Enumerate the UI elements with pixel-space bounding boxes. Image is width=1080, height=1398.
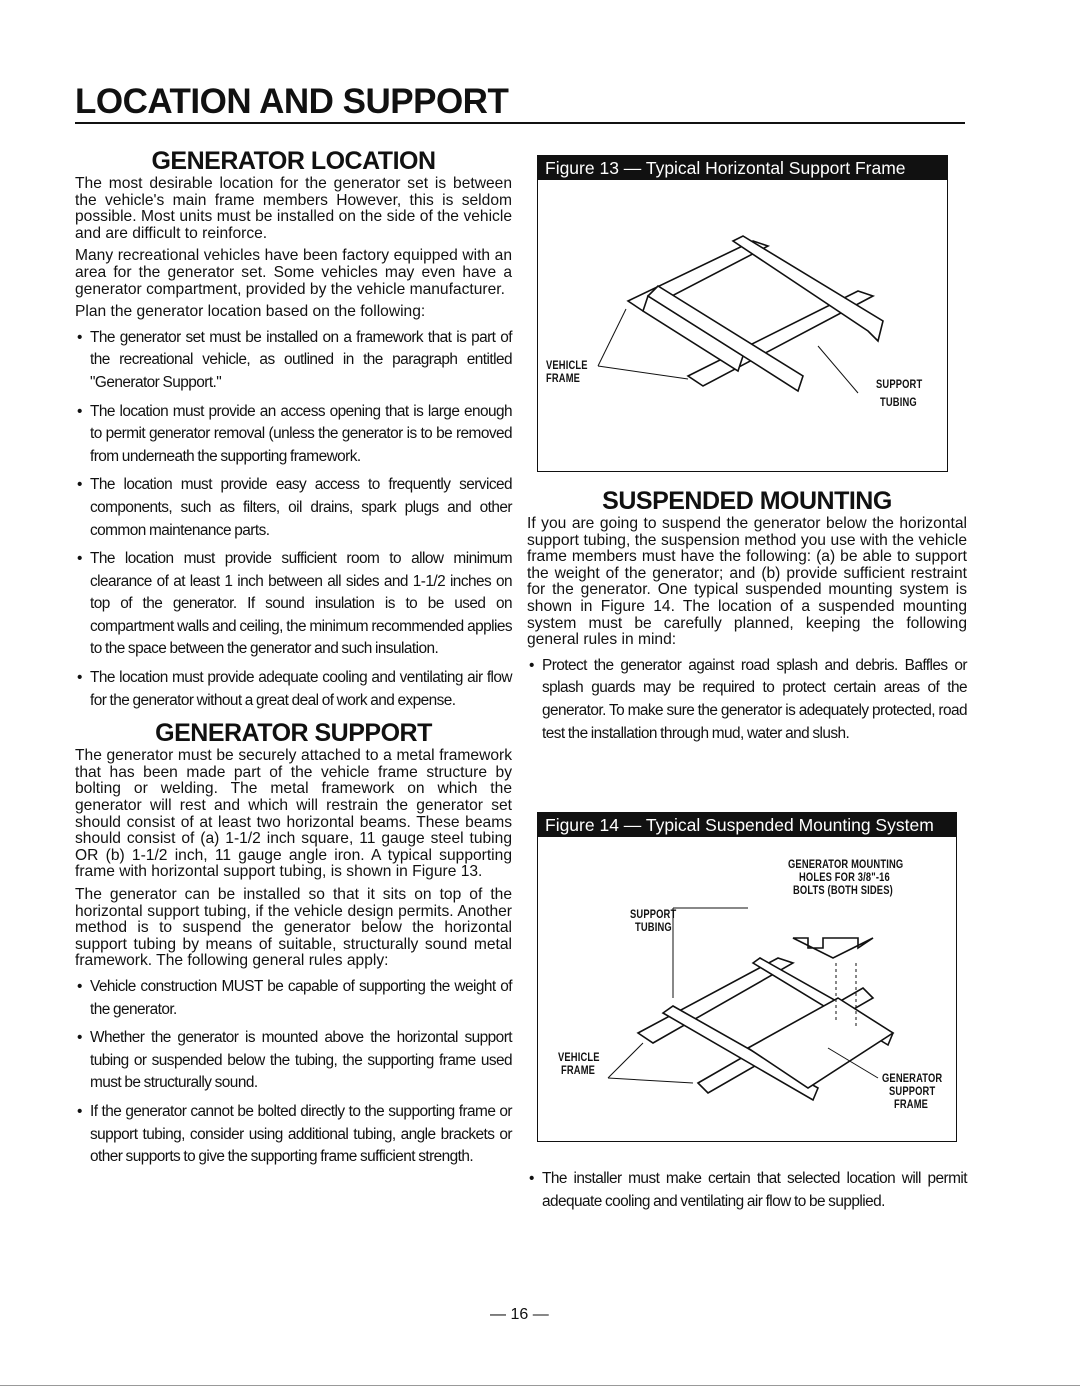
label-gen-support: SUPPORT — [889, 1084, 936, 1098]
list-item: • If the generator cannot be bolted directly to the supporting frame or support tubing, consider using additional tubing, angle brackets or other supports to give the supporting frame sufficient strength. — [75, 1101, 512, 1169]
suspended-bullets-after — [527, 1168, 967, 1213]
left-column — [75, 146, 512, 1175]
label-holes-2: HOLES FOR 3/8"-16 — [799, 870, 890, 884]
suspended-mounting-heading: SUSPENDED MOUNTING — [602, 487, 892, 515]
scan-edge-line — [0, 1385, 1080, 1386]
title-rule — [75, 122, 965, 124]
support-bullets — [75, 976, 512, 1169]
right-column — [527, 486, 967, 751]
page-number: — 16 — — [490, 1306, 549, 1323]
label-tubing: TUBING — [635, 920, 672, 934]
label-frame: FRAME — [546, 371, 581, 385]
paragraph: The most desirable location for the generator set is between the vehicle's main frame members However, this is seldom possible. Most units must be installed on the side of the vehicle and are difficult to reinforce. — [75, 175, 512, 242]
paragraph: Many recreational vehicles have been factory equipped with an area for the generator set. Some vehicles may even have a generator compartment, provided by the vehicle manufacturer. — [75, 247, 512, 298]
list-item: • The location must provide adequate cooling and ventilating air flow for the generator without a great deal of work and expense. — [75, 667, 512, 712]
label-tubing: TUBING — [880, 395, 917, 409]
label-holes-1: GENERATOR MOUNTING — [788, 857, 904, 871]
horizontal-support-frame-illustration — [538, 181, 947, 471]
list-item: • Protect the generator against road splash and debris. Baffles or splash guards may be required to protect certain areas of the generator. To make sure the generator is adequately protected, road test the installation through mud, water and slush. — [527, 655, 967, 745]
suspended-bullets — [527, 655, 967, 745]
figure-13-caption: Figure 13 — Typical Horizontal Support Frame — [538, 156, 947, 180]
generator-location-heading: GENERATOR LOCATION — [151, 147, 436, 175]
label-vehicle: VEHICLE — [558, 1050, 600, 1064]
label-holes-3: BOLTS (BOTH SIDES) — [793, 883, 893, 897]
list-item: • The location must provide easy access to frequently serviced components, such as filters, oil drains, spark plugs and other common maintenance parts. — [75, 474, 512, 542]
label-vehicle: VEHICLE — [546, 358, 588, 372]
label-support: SUPPORT — [630, 907, 677, 921]
paragraph: Plan the generator location based on the following: — [75, 303, 426, 321]
list-item: • The installer must make certain that selected location will permit adequate cooling and ventilating air flow to be supplied. — [527, 1168, 967, 1213]
list-item: • Whether the generator is mounted above the horizontal support tubing or suspended below the tubing, the supporting frame used must be structurally sound. — [75, 1027, 512, 1095]
list-item: • The location must provide sufficient room to allow minimum clearance of at least 1 inch between all sides and 1-1/2 inches on top of the generator. If sound insulation is to be used on compartment walls and ceiling, the minimum recommended applies to the space between the generator and such insulation. — [75, 548, 512, 661]
label-frame: FRAME — [561, 1063, 596, 1077]
label-gen-frame: FRAME — [894, 1097, 929, 1111]
label-generator: GENERATOR — [882, 1071, 943, 1085]
list-item: • The location must provide an access opening that is large enough to permit generator removal (unless the generator is to be removed from underneath the supporting framework. — [75, 401, 512, 469]
generator-support-heading: GENERATOR SUPPORT — [155, 719, 432, 748]
paragraph: The generator must be securely attached to a metal framework that has been made part of the vehicle frame structure by bolting or welding. The metal framework on which the generator will rest and which will restrain the generator set should consist of at least two horizontal beams. These beams should consist of (a) 1-1/2 inch square, 11 gauge steel tubing OR (b) 1-1/2 inch, 11 gauge angle iron. A typical supporting frame with horizontal support tubing, is shown in Figure 13. — [75, 747, 512, 881]
figure-13 — [537, 155, 948, 472]
paragraph: The generator can be installed so that it sits on top of the horizontal support tubing, if the vehicle design permits. Another method is to suspend the generator below the horizontal support tubing by means of suitable, structurally sound metal framework. The following general rules apply: — [75, 886, 512, 970]
figure-14 — [537, 812, 957, 1142]
right-column-bottom — [527, 1168, 967, 1219]
list-item: • The generator set must be installed on a framework that is part of the recreational vehicle, as outlined in the paragraph entitled "Generator Support." — [75, 327, 512, 395]
page-title: LOCATION AND SUPPORT — [75, 82, 509, 121]
paragraph: If you are going to suspend the generator below the horizontal support tubing, the suspension method you use with the vehicle frame members must have the following: (a) be able to support the weight of the generator; and (b) provide sufficient restraint for the generator. One typical suspended mounting system is shown in Figure 14. The location of a suspended mounting system must be carefully planned, keeping the following general rules in mind: — [527, 515, 967, 649]
figure-14-caption: Figure 14 — Typical Suspended Mounting System — [538, 813, 956, 837]
list-item: • Vehicle construction MUST be capable of supporting the weight of the generator. — [75, 976, 512, 1021]
label-support: SUPPORT — [876, 377, 923, 391]
location-bullets — [75, 327, 512, 713]
